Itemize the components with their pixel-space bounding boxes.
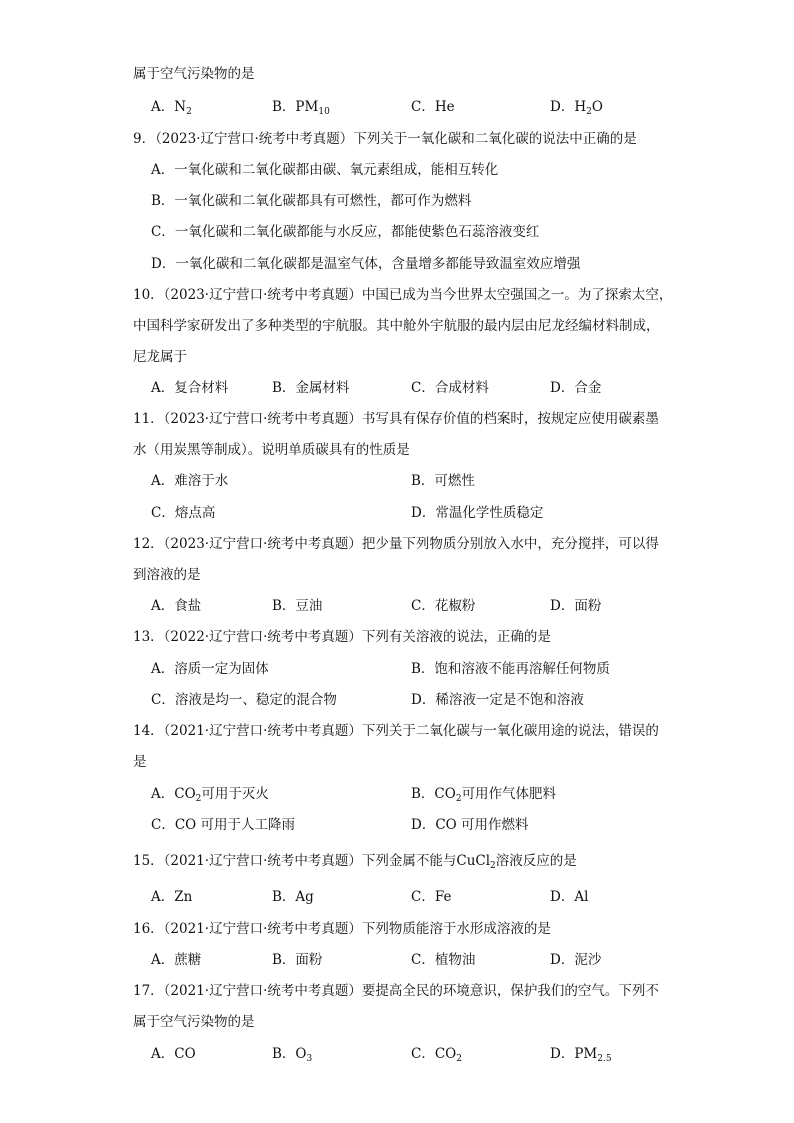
- q9-option-c: C．一氧化碳和二氧化碳都能与水反应，都能使紫色石蕊溶液变红: [151, 224, 540, 240]
- q15-stem: 15．（2021·辽宁营口·统考中考真题）下列金属不能与CuCl$_2$溶液反应的是: [133, 853, 577, 871]
- q9-stem: 9．（2023·辽宁营口·统考中考真题）下列关于一氧化碳和二氧化碳的说法中正确的是: [133, 131, 637, 147]
- q12-option-c: C．花椒粉: [411, 598, 476, 614]
- q16-option-a: A．蔗糖: [151, 952, 202, 968]
- q14-option-c: C．CO 可用于人工降雨: [151, 817, 296, 833]
- q14-option-b: B．$CO_2$可用作气体肥料: [411, 786, 557, 804]
- q13-option-c: C．溶液是均一、稳定的混合物: [151, 692, 337, 708]
- q12-stem-line-2: 到溶液的是: [133, 567, 201, 583]
- q11-option-a: A．难溶于水: [151, 473, 229, 489]
- q8-option-d: D．$H_2O$: [550, 99, 603, 117]
- q8-option-a: A．$N_2$: [151, 99, 192, 117]
- q16-option-d: D．泥沙: [550, 952, 602, 968]
- q15-option-a: A．Zn: [151, 889, 193, 905]
- q10-option-c: C．合成材料: [411, 380, 489, 396]
- q8-option-c: C．He: [411, 99, 455, 115]
- q12-option-b: B．豆油: [272, 598, 323, 614]
- q11-option-b: B．可燃性: [411, 473, 475, 489]
- q14-stem-line-2: 是: [133, 754, 147, 770]
- q13-option-d: D．稀溶液一定是不饱和溶液: [411, 692, 584, 708]
- q16-option-b: B．面粉: [272, 952, 323, 968]
- q16-option-c: C．植物油: [411, 952, 476, 968]
- q10-option-b: B．金属材料: [272, 380, 350, 396]
- q8-option-b: B．$PM_{10}$: [272, 99, 330, 117]
- q17-option-a: A．CO: [151, 1046, 196, 1062]
- q9-option-a: A．一氧化碳和二氧化碳都由碳、氧元素组成，能相互转化: [151, 162, 499, 178]
- q15-formula: CuCl$_2$: [456, 853, 496, 871]
- q15-option-d: D．Al: [550, 889, 589, 905]
- q10-stem-line-2: 中国科学家研发出了多种类型的宇航服。其中舱外宇航服的最内层由尼龙经编材料制成，: [133, 318, 660, 334]
- q11-stem-line-1: 11．（2023·辽宁营口·统考中考真题）书写具有保存价值的档案时，按规定应使用碳素墨: [133, 411, 659, 427]
- q14-option-d: D．CO 可用作燃料: [411, 817, 529, 833]
- q10-stem-line-1: 10．（2023·辽宁营口·统考中考真题）中国已成为当今世界太空强国之一。为了探索太空，: [133, 287, 673, 303]
- q17-stem-line-1: 17．（2021·辽宁营口·统考中考真题）要提高全民的环境意识，保护我们的空气。下列不: [133, 983, 659, 999]
- q17-option-b: B．$O_3$: [272, 1046, 313, 1064]
- q16-stem: 16．（2021·辽宁营口·统考中考真题）下列物质能溶于水形成溶液的是: [133, 921, 551, 937]
- q12-option-a: A．食盐: [151, 598, 202, 614]
- q17-stem-line-2: 属于空气污染物的是: [133, 1014, 255, 1030]
- q9-option-b: B．一氧化碳和二氧化碳都具有可燃性，都可作为燃料: [151, 193, 472, 209]
- q10-option-a: A．复合材料: [151, 380, 229, 396]
- q12-option-d: D．面粉: [550, 598, 602, 614]
- q14-stem-line-1: 14．（2021·辽宁营口·统考中考真题）下列关于二氧化碳与一氧化碳用途的说法，错误的: [133, 723, 659, 739]
- q12-stem-line-1: 12．（2023·辽宁营口·统考中考真题）把少量下列物质分别放入水中，充分搅拌，可以得: [133, 536, 659, 552]
- q15-option-b: B．Ag: [272, 889, 314, 905]
- q10-option-d: D．合金: [550, 380, 602, 396]
- q11-option-d: D．常温化学性质稳定: [411, 505, 544, 521]
- q14-option-a: A．$CO_2$可用于灭火: [151, 786, 269, 804]
- q13-option-b: B．饱和溶液不能再溶解任何物质: [411, 661, 610, 677]
- q8-stem-tail: 属于空气污染物的是: [133, 66, 255, 82]
- q11-option-c: C．熔点高: [151, 505, 216, 521]
- q17-option-c: C．$CO_2$: [411, 1046, 462, 1064]
- q9-option-d: D．一氧化碳和二氧化碳都是温室气体，含量增多都能导致温室效应增强: [151, 256, 581, 272]
- q13-option-a: A．溶质一定为固体: [151, 661, 269, 677]
- q17-option-d: D．$PM_{2.5}$: [550, 1046, 612, 1064]
- q10-stem-line-3: 尼龙属于: [133, 349, 187, 365]
- q15-option-c: C．Fe: [411, 889, 452, 905]
- q11-stem-line-2: 水（用炭黑等制成）。说明单质碳具有的性质是: [133, 442, 410, 458]
- q13-stem: 13．（2022·辽宁营口·统考中考真题）下列有关溶液的说法，正确的是: [133, 629, 551, 645]
